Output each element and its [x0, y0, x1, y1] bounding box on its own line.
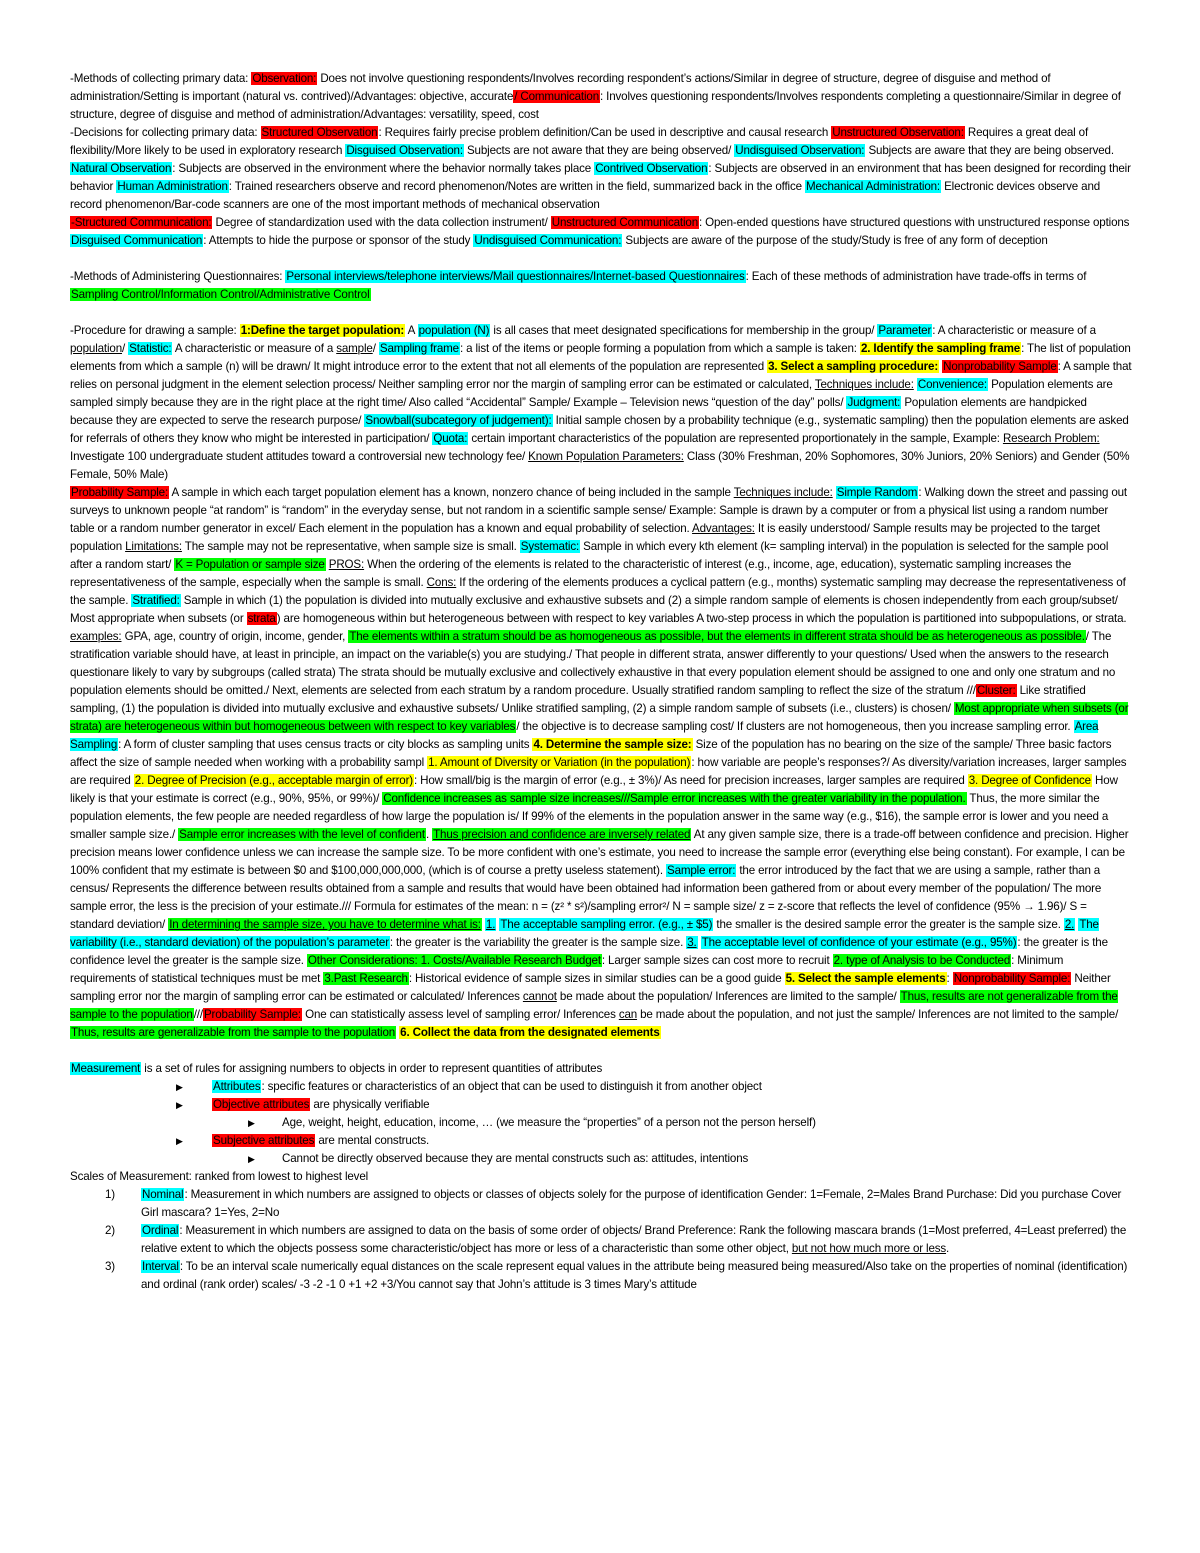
text-run: are physically verifiable [310, 1098, 430, 1111]
highlighted-term: Unstructured Observation: [832, 126, 964, 139]
highlighted-term: Sampling frame [379, 342, 459, 355]
text-run: If the ordering of the elements produces a cyclical pattern (e.g., months) systematic sampling may decrease the representativeness of the sample. [70, 576, 1126, 607]
highlighted-term: Disguised Communication [71, 234, 203, 247]
text-run: PROS: [328, 558, 365, 571]
text-run: : Involves questioning respondents/Involves respondents completing a questionnaire/Similar in degree of structure, degree of disguise and method of administration/Advantages: versatility, speed, cost [70, 90, 1121, 121]
highlighted-term: 3. [687, 936, 697, 949]
highlighted-term: Interval [142, 1260, 179, 1273]
highlighted-term: 1:Define the target population: [240, 324, 405, 337]
highlighted-term: / Communication [514, 90, 599, 103]
paragraph [70, 268, 1132, 304]
text-run: : Attempts to hide the purpose or sponsor of the study [203, 234, 474, 247]
text-run: examples: [70, 630, 122, 643]
highlighted-term: Contrived Observation [595, 162, 708, 175]
text-run: sample [336, 342, 373, 355]
text-run: : Larger sample sizes can cost more to recruit [601, 954, 833, 967]
bullet-item [70, 1114, 1132, 1132]
highlighted-term: Other Considerations: 1. Costs/Available Research Budget [307, 954, 601, 967]
attribute-list [70, 1078, 1132, 1168]
highlighted-term: The elements within a stratum should be as homogeneous as possible, but the elements in different strata should be as heterogeneous as possible. [349, 630, 1085, 643]
text-run: : To be an interval scale numerically equal distances on the scale represent equal values in the attribute being measured being measured/Also take on the properties of nominal (identification) and ordinal (rank order) scales/ -3 -2 -1 0 +1 +2 +3/You cannot say that John’s attitude is 3 times Mary’s attitude [141, 1260, 1128, 1291]
highlighted-term: Human Administration [117, 180, 228, 193]
text-run: Investigate 100 undergraduate student attitudes toward a controversial new technology fee/ [70, 450, 529, 463]
text-run: : the greater is the confidence level the greater is the sample size. [70, 936, 1108, 967]
list-number: 1) [105, 1188, 116, 1201]
text-run: -Methods of collecting primary data: [70, 72, 252, 85]
text-run: Size of the population has no bearing on the size of the sample/ Three basic factors affect the size of sample needed when working with a probability sampl [70, 738, 1112, 769]
highlighted-term: Parameter [878, 324, 932, 337]
text-run: : Subjects are observed in the environment where the behavior normally takes place [172, 162, 595, 175]
paragraph [70, 322, 1132, 484]
paragraph [70, 70, 1132, 124]
text-run: A [405, 324, 418, 337]
text-run: One can statistically assess level of sampling error/ Inferences [302, 1008, 619, 1021]
paragraph-spacer [70, 304, 1132, 322]
text-run: Population elements are sampled simply because they are in the right place at the right time/ Also called “Accidental” Sample/ Example – Television news “question of the day” polls/ [70, 378, 1113, 409]
text-run: A characteristic or measure of a [172, 342, 337, 355]
text-run: Does not involve questioning respondents/Involves recording respondent’s actions/Similar in degree of structure, degree of disguise and method of administration/Setting is important (natural vs. contrived)/Advantages: objective, accurate [70, 72, 1051, 103]
text-run: How likely is that your estimate is correct (e.g., 90%, 95%, or 99%)/ [70, 774, 1118, 805]
text-run: A sample in which each target population element has a known, nonzero chance of being included in the sample [169, 486, 734, 499]
text-run: Known Population Parameters: [528, 450, 684, 463]
highlighted-term: Area Sampling [70, 720, 1099, 751]
text-run: : Walking down the street and passing out surveys to unknown people “at random” is “random” in the everyday sense, but not random in a scientific sample sense/ Example: Sample is drawn by a computer or from a physical list using a random number table or a random number generator in excel/ Each element in the population has a known and equal probability of selection. [70, 486, 1127, 535]
text-run: Population elements are handpicked because they are expected to serve the research purpose/ [70, 396, 1087, 427]
text-run: : Requires fairly precise problem definition/Can be used in descriptive and causal research [378, 126, 832, 139]
text-run: : Open-ended questions have structured questions with unstructured response options [699, 216, 1130, 229]
text-run: : A form of cluster sampling that uses census tracts or city blocks as sampling units [118, 738, 533, 751]
highlighted-term: Quota: [433, 432, 468, 445]
text-run: ) are homogeneous within but heterogeneous between with respect to key variables A two-step process in which the population is partitioned into subpopulations, or strata. [276, 612, 1127, 625]
highlighted-term: Measurement [71, 1062, 141, 1075]
bullet-item [70, 1078, 1132, 1096]
text-run: Requires a great deal of flexibility/More likely to be used in exploratory research [70, 126, 1089, 157]
text-run: : Minimum requirements of statistical techniques must be met [70, 954, 1064, 985]
text-run: is a set of rules for assigning numbers to objects in order to represent quantities of attributes [141, 1062, 603, 1075]
text-run: / The stratification variable should have, at least in principle, an impact on the variable(s) you are studying./ That people in different strata, answer differently to your questions/ Used when the answers to the research questionare likely to vary by subgroups (called strata) The strata should be mutually exclusive and collectively exhaustive in that every population element should be assigned to one and only one stratum and no population elements should be omitted./ Next, elements are selected from each stratum by a random procedure. Usually stratified random sampling to reflect the size of the stratum /// [70, 630, 1116, 697]
highlighted-term: The acceptable sampling error. (e.g., ± $5) [500, 918, 713, 931]
text-run: / [122, 342, 129, 355]
text-run: are mental constructs. [315, 1134, 430, 1147]
highlighted-term: Thus, results are generalizable from the sample to the population [71, 1026, 396, 1039]
highlighted-term: 5. Select the sample elements [785, 972, 946, 985]
paragraph [70, 484, 1132, 1042]
text-run: Electronic devices observe and record phenomenon/Bar-code scanners are one of the most important methods of mechanical observation [70, 180, 1101, 211]
text-run: Class (30% Freshman, 20% Sophomores, 30% Juniors, 20% Seniors) and Gender (50% Female, 50% Male) [70, 450, 1130, 481]
text-run: Degree of standardization used with the data collection instrument/ [212, 216, 551, 229]
text-run: /// [193, 1008, 203, 1021]
highlighted-term: 6. Collect the data from the designated elements [400, 1026, 660, 1039]
highlighted-term: Simple Random [836, 486, 918, 499]
text-run: Like stratified sampling, (1) the population is divided into mutually exclusive and exhaustive subsets/ Unlike stratified sampling, (2) a simple random sample of subsets (i.e., clusters) is chosen/ [70, 684, 1086, 715]
bullet-item [70, 1132, 1132, 1150]
text-run: Thus, the more similar the population elements, the few people are needed regardless of how large the population is/ If 99% of the elements in the population answer in the same way (e.g., $16), the sample error is lower and you need a smaller sample size./ [70, 792, 1109, 841]
text-run: can [618, 1008, 638, 1021]
highlighted-term: Systematic: [520, 540, 580, 553]
text-run: : Historical evidence of sample sizes in similar studies can be a good guide [408, 972, 785, 985]
text-run: the error introduced by the fact that we are using a sample, rather than a census/ Represents the difference between results obtained from a sample and results that would have been obtained had information been gathered from or about every member of the population/ The more sample error, the less is the precision of your estimate./// Formula for estimates of the mean: n = (z² * s²)/sampling error²/ N = sample size/ z = z-score that reflects the level of confidence (95% → 1.96)/ S = standard deviation/ [70, 864, 1102, 931]
highlighted-term: Undisguised Communication: [474, 234, 622, 247]
highlighted-term: K = Population or sample size [175, 558, 325, 571]
text-run: : a list of the items or people forming a population from which a sample is taken: [459, 342, 860, 355]
highlighted-term: Cluster: [976, 684, 1016, 697]
highlighted-term: 2. [1064, 918, 1075, 931]
highlighted-term: 2. Degree of Precision (e.g., acceptable margin of error) [134, 774, 414, 787]
scale-item [70, 1222, 1132, 1258]
text-run: Research Problem: [1002, 432, 1100, 445]
text-run: -Decisions for collecting primary data: [70, 126, 261, 139]
highlighted-term: Confidence increases as sample size increases///Sample error increases with the greater variability in the population. [383, 792, 966, 805]
text-run: : A sample that relies on personal judgment in the element selection process/ Neither sampling error nor the margin of sampling error can be estimated or calculated, [70, 360, 1132, 391]
highlighted-term: Probability Sample: [71, 486, 169, 499]
highlighted-term: Statistic: [129, 342, 172, 355]
highlighted-term: Sample error increases with the level of confident [179, 828, 425, 841]
text-run: : How small/big is the margin of error (e.g., ± 3%)/ As need for precision increases, larger samples are required [414, 774, 968, 787]
highlighted-term: In determining the sample size, you have to determine what is: [169, 918, 481, 931]
highlighted-term: 4. Determine the sample size: [533, 738, 692, 751]
highlighted-term: Stratified: [132, 594, 180, 607]
highlighted-term: The acceptable level of confidence of your estimate (e.g., 95%) [701, 936, 1017, 949]
paragraph-spacer [70, 1042, 1132, 1060]
highlighted-term: Judgment: [847, 396, 901, 409]
highlighted-term: Undisguised Observation: [735, 144, 865, 157]
text-run: When the ordering of the elements is related to the characteristic of interest (e.g., income, age, education), systematic sampling increases the representativeness of the sample, especially when the sample is small. [70, 558, 1072, 589]
paragraph [70, 214, 1132, 250]
text-run: Cons: [426, 576, 457, 589]
text-run: : Each of these methods of administration have trade-offs in terms of [745, 270, 1087, 283]
text-run: Initial sample chosen by a probability technique (e.g., systematic sampling) then the population elements are asked for referrals of others they know who might be interested in participation/ [70, 414, 1129, 445]
highlighted-term: population (N) [418, 324, 490, 337]
highlighted-term: Sample error: [667, 864, 736, 877]
highlighted-term: Disguised Observation: [346, 144, 463, 157]
highlighted-term: 2. Identify the sampling frame [860, 342, 1021, 355]
text-run: but not how much more or less [791, 1242, 947, 1255]
text-run: cannot [522, 990, 557, 1003]
bullet-item [70, 1150, 1132, 1168]
notes-body [70, 70, 1132, 1078]
text-run: : Measurement in which numbers are assigned to data on the basis of some order of objects/ Brand Preference: Rank the following mascara brands (1=Most preferred, 4=Least preferred) the relative extent to which the objects possess some characteristic/object has more or less of a characteristic than some other object, [141, 1224, 1127, 1255]
text-run: Neither sampling error nor the margin of sampling error can be estimated or calculated/ Inferences [70, 972, 1111, 1003]
text-run: Subjects are not aware that they are being observed/ [463, 144, 735, 157]
text-run: : Trained researchers observe and record phenomenon/Notes are written in the field, summarized back in the office [228, 180, 805, 193]
highlighted-term: Nominal [142, 1188, 184, 1201]
highlighted-term: Unstructured Communication [551, 216, 698, 229]
scales-heading: Scales of Measurement: ranked from lowest to highest level [70, 1170, 369, 1183]
text-run: / [372, 342, 379, 355]
text-run: certain important characteristics of the population are represented proportionately in the sample, Example: [468, 432, 1003, 445]
text-run: Subjects are aware that they are being observed. [865, 144, 1114, 157]
highlighted-term: Snowball(subcategory of judgement): [365, 414, 552, 427]
text-run: : A characteristic or measure of a [932, 324, 1096, 337]
text-run: -Procedure for drawing a sample: [70, 324, 240, 337]
text-run: / the objective is to decrease sampling cost/ If clusters are not homogeneous, then you increase sampling error. [516, 720, 1074, 733]
highlighted-term: Probability Sample: [203, 1008, 301, 1021]
text-run: be made about the population/ Inferences are limited to the sample/ [556, 990, 900, 1003]
highlighted-term: Observation: [252, 72, 317, 85]
highlighted-term: 3. Degree of Confidence [968, 774, 1091, 787]
text-run: Techniques include: [814, 378, 914, 391]
highlighted-term: Ordinal [142, 1224, 179, 1237]
text-run: Cannot be directly observed because they are mental constructs such as: attitudes, intentions [282, 1152, 749, 1165]
highlighted-term: -Structured Communication: [71, 216, 212, 229]
highlighted-term: 3. Select a sampling procedure: [768, 360, 939, 373]
text-run: . [946, 1242, 950, 1255]
highlighted-term: strata [247, 612, 276, 625]
text-run: At any given sample size, there is a trade-off between confidence and precision. Higher precision means lower confidence unless we can increase the sample size. To be more confident with one’s estimate, you need to increase the sample error (everything else being constant). For example, I can be 100% confident that my estimate is between $0 and $100,000,000,000, (which is of course a pretty useless statement). [70, 828, 1129, 877]
bullet-item [70, 1096, 1132, 1114]
text-run: is all cases that meet designated specifications for membership in the group/ [490, 324, 878, 337]
text-run: -Methods of Administering Questionnaires: [70, 270, 286, 283]
highlighted-term: 1. [485, 918, 496, 931]
highlighted-term: Structured Observation [261, 126, 378, 139]
scale-item [70, 1258, 1132, 1294]
text-run: Subjects are aware of the purpose of the study/Study is free of any form of deception [622, 234, 1048, 247]
highlighted-term: Nonprobability Sample: [953, 972, 1071, 985]
scales-list [70, 1186, 1132, 1294]
text-run: Sample in which (1) the population is divided into mutually exclusive and exhaustive subsets and (2) a simple random sample of elements is chosen independently from each group/subset/ Most appropriate when subsets (or [70, 594, 1118, 625]
text-run: . [425, 828, 433, 841]
paragraph [70, 1060, 1132, 1078]
highlighted-term: 2. type of Analysis to be Conducted [833, 954, 1011, 967]
text-run: : The list of population elements from which a sample (n) will be drawn/ It might introduce error to the extent that not all elements of the population are represented [70, 342, 1131, 373]
text-run: Sample in which every kth element (k= sampling interval) in the population is selected for the sample pool after a random start/ [70, 540, 1109, 571]
text-run: It is easily understood/ Sample results may be projected to the target population [70, 522, 1100, 553]
highlighted-term: Nonprobability Sample [943, 360, 1057, 373]
text-run: : Subjects are observed in an environment that has been designed for recording their behavior [70, 162, 1131, 193]
text-run: be made about the population, and not just the sample/ Inferences are not limited to the sample/ [637, 1008, 1119, 1021]
text-run: : [946, 972, 953, 985]
highlighted-term: 3.Past Research [324, 972, 408, 985]
highlighted-term: Natural Observation [71, 162, 172, 175]
text-run: : how variable are people’s responses?/ As diversity/variation increases, larger samples are required [70, 756, 1127, 787]
highlighted-term: Mechanical Administration: [806, 180, 941, 193]
text-run: the smaller is the desired sample error the greater is the sample size. [713, 918, 1064, 931]
highlighted-term: Most appropriate when subsets (or strata) are heterogeneous within but homogeneous between with respect to key variables [70, 702, 1129, 733]
text-run: : specific features or characteristics of an object that can be used to distinguish it from another object [261, 1080, 762, 1093]
paragraph [70, 124, 1132, 214]
highlighted-term: Subjective attributes [213, 1134, 315, 1147]
text-run: Age, weight, height, education, income, … (we measure the “properties” of a person not the person herself) [282, 1116, 816, 1129]
list-number: 2) [105, 1224, 116, 1237]
highlighted-term: Thus precision and confidence are inversely related [433, 828, 691, 841]
highlighted-term: Sampling Control/Information Control/Administrative Control [71, 288, 370, 301]
highlighted-term: Objective attributes [213, 1098, 310, 1111]
highlighted-term: 1. Amount of Diversity or Variation (in the population) [428, 756, 691, 769]
text-run: GPA, age, country of origin, income, gender, [121, 630, 349, 643]
text-run: Limitations: [125, 540, 182, 553]
highlighted-term: Attributes [213, 1080, 261, 1093]
text-run: : Measurement in which numbers are assigned to objects or classes of objects solely for the purpose of identification Gender: 1=Female, 2=Males Brand Purchase: Did you purchase Cover Girl mascara? 1=Yes, 2=No [141, 1188, 1122, 1219]
text-run: : the greater is the variability the greater is the sample size. [389, 936, 687, 949]
text-run: population [70, 342, 123, 355]
highlighted-term: The variability (i.e., standard deviation) of the population’s parameter [70, 918, 1099, 949]
highlighted-term: Personal interviews/telephone interviews/Mail questionnaires/Internet-based Questionnaires [286, 270, 745, 283]
text-run: Techniques include: [733, 486, 833, 499]
highlighted-term: Thus, results are not generalizable from the sample to the population [70, 990, 1118, 1021]
text-run: The sample may not be representative, when sample size is small. [181, 540, 520, 553]
paragraph-spacer [70, 250, 1132, 268]
list-number: 3) [105, 1260, 116, 1273]
highlighted-term: Convenience: [917, 378, 987, 391]
document-page [70, 70, 1132, 1294]
text-run: Advantages: [692, 522, 755, 535]
scale-item [70, 1186, 1132, 1222]
